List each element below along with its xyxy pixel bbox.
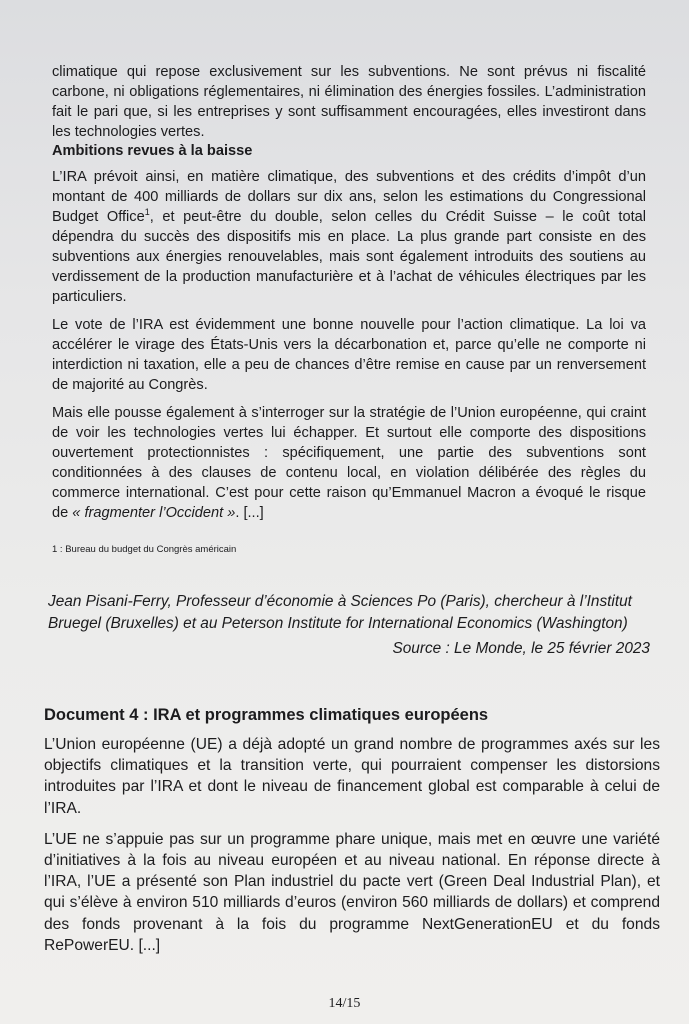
document-4-paragraph-1: L’Union européenne (UE) a déjà adopté un grand nombre de programmes axés sur les objectifs climatiques et la transition verte, qui pourraient compenser les distorsions introduites par l’IRA et dont le niveau de financement global est comparable à celui de l’IRA.: [44, 736, 660, 817]
section-body: [52, 167, 646, 523]
paragraph-eu-strategy-start: Mais elle pousse également à s’interroger sur la stratégie de l’Union européenne, qui craint de voir les technologies vertes lui échapper. Et surtout elle comporte des dispositions ouvertement protectionnistes : spécifiquement, une partie des subventions sont conditionnées à des clauses de contenu local, en violation délibérée des règles du commerce international. C’est pour cette raison qu’Emmanuel Macron a évoqué le risque de: [52, 405, 646, 521]
paragraph-ira-funding-end: , et peut-être du double, selon celles du Crédit Suisse – le coût total dépendra du succès des dispositifs mis en place. La plus grande part consiste en des subventions aux énergies renouvelables, mais sont également introduits des soutiens au verdissement de la production manufacturière et à l’achat de véhicules électriques par les particuliers.: [52, 209, 646, 305]
paragraph-eu-strategy: [52, 403, 646, 523]
footnote-marker: 1: [144, 207, 150, 218]
document-4-paragraph-2: L’UE ne s’appuie pas sur un programme phare unique, mais met en œuvre une variété d’initiatives à la fois au niveau européen et au niveau national. En réponse directe à l’IRA, l’UE a présenté son Plan industriel du pacte vert (Green Deal Industrial Plan), et qui s’élève à environ 510 milliards d’euros (environ 560 milliards de dollars) et comprend des fonds provenant à la fois du programme NextGenerationEU et du fonds RePowerEU. [...]: [44, 830, 660, 954]
source-citation: Source : Le Monde, le 25 février 2023: [392, 640, 650, 657]
section-heading: Ambitions revues à la baisse: [52, 143, 253, 159]
macron-quote: « fragmenter l’Occident »: [72, 505, 236, 521]
page-number: 14/15: [328, 996, 361, 1011]
continuation-text: climatique qui repose exclusivement sur les subventions. Ne sont prévus ni fiscalité carbone, ni obligations réglementaires, ni élimination des énergies fossiles. L’administration fait le pari que, si les entreprises y sont suffisamment encouragées, elles investiront dans les technologies vertes.: [52, 64, 646, 140]
paragraph-ira-funding-start: L’IRA prévoit ainsi, en matière climatique, des subventions et des crédits d’impôt d’un montant de 400 milliards de dollars sur dix ans, selon les estimations du Congressional Budget Office: [52, 169, 646, 225]
continuation-paragraph: [52, 62, 646, 142]
paragraph-eu-strategy-end: . [...]: [235, 505, 264, 521]
author-signature: Jean Pisani-Ferry, Professeur d’économie à Sciences Po (Paris), chercheur à l’Institut Bruegel (Bruxelles) et au Peterson Institute for International Economics (Washington): [48, 593, 632, 632]
footnote: 1 : Bureau du budget du Congrès américain: [52, 544, 237, 555]
paragraph-ira-vote: Le vote de l’IRA est évidemment une bonne nouvelle pour l’action climatique. La loi va accélérer le virage des États-Unis vers la décarbonation et, parce qu’elle ne comporte ni interdiction ni taxation, elle a peu de chances d’être remise en cause par un renversement de majorité au Congrès.: [52, 317, 646, 393]
paragraph-ira-funding: [52, 167, 646, 307]
document-4-title: Document 4 : IRA et programmes climatiques européens: [44, 706, 489, 724]
document-4-body: [44, 734, 660, 956]
